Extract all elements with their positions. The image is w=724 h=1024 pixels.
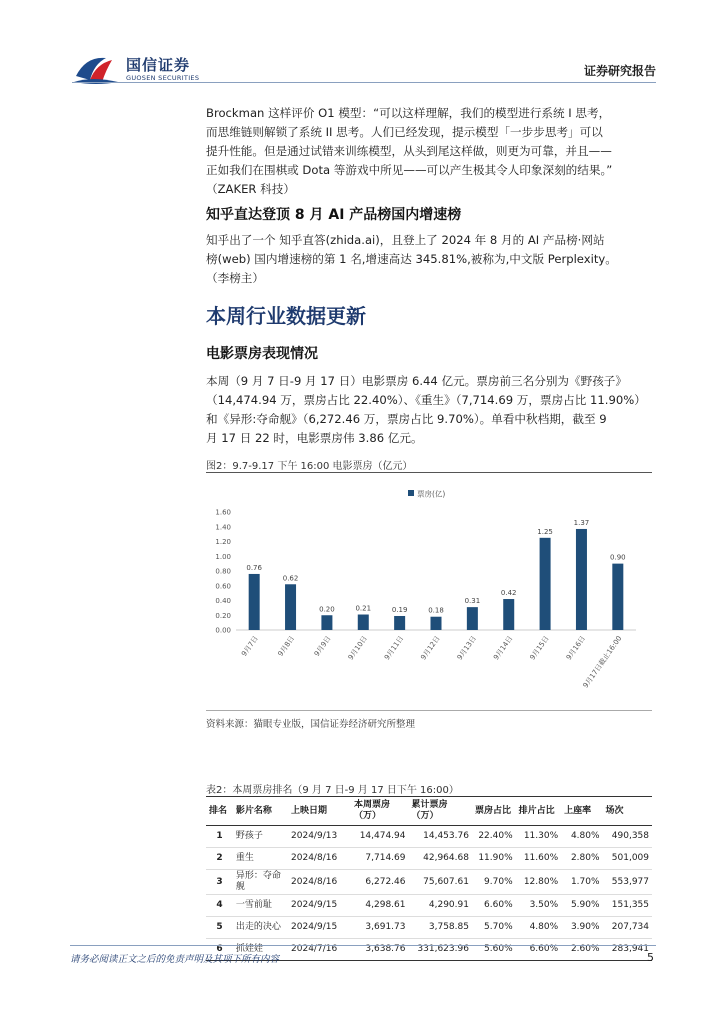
cell-film: 异形：夺命舰	[233, 870, 288, 895]
x-tick-label: 9月9日	[312, 634, 333, 658]
box-office-bar-chart	[206, 478, 652, 708]
x-tick-label: 9月7日	[240, 634, 260, 658]
bar	[358, 615, 369, 630]
zhihu-heading: 知乎直达登顶 8 月 AI 产品榜国内增速榜	[206, 207, 462, 223]
cell-film: 重生	[233, 848, 288, 870]
y-tick-label: 1.40	[215, 523, 231, 532]
cell-total-gross: 42,964.68	[409, 848, 472, 870]
bar	[394, 616, 405, 630]
legend-label: 票房(亿)	[417, 489, 446, 499]
x-tick-label: 9月12日	[419, 634, 442, 662]
y-tick-label: 0.40	[215, 597, 231, 605]
bar	[612, 564, 623, 630]
cell-rank: 5	[206, 917, 233, 939]
y-tick-label: 1.20	[215, 538, 231, 546]
x-tick-label: 9月13日	[455, 634, 479, 662]
brockman-quote-paragraph	[206, 104, 658, 199]
header-screening-share: 排片占比	[516, 797, 562, 826]
cell-screening-share: 11.60%	[516, 848, 562, 870]
cell-occupancy: 2.60%	[561, 939, 602, 961]
cell-week-gross: 7,714.69	[351, 848, 408, 870]
bar-value-label: 0.76	[246, 563, 262, 572]
cell-screening-share: 6.60%	[516, 939, 562, 961]
cell-rank: 2	[206, 848, 233, 870]
cell-share: 5.60%	[472, 939, 516, 961]
y-tick-label: 1.00	[215, 552, 231, 561]
cell-share: 11.90%	[472, 848, 516, 870]
y-tick-label: 0.80	[215, 567, 231, 576]
table-row	[206, 826, 652, 848]
bar-value-label: 0.42	[500, 589, 517, 598]
cell-occupancy: 2.80%	[561, 848, 602, 870]
bar-value-label: 1.25	[537, 527, 553, 536]
cell-film: 野孩子	[233, 826, 288, 848]
cell-sessions: 501,009	[603, 848, 652, 870]
table-row	[206, 917, 652, 939]
cell-total-gross: 4,290.91	[409, 895, 472, 917]
cell-total-gross: 3,758.85	[409, 917, 472, 939]
box-office-line: 和《异形:夺命舰》（6,272.46 万，票房占比 9.70%）。单看中秋档期，截至 9	[206, 412, 607, 426]
cell-screening-share: 3.50%	[516, 895, 562, 917]
legend-swatch	[408, 490, 414, 496]
section-title: 本周行业数据更新	[206, 304, 366, 328]
x-tick-label: 9月11日	[383, 634, 406, 662]
box-office-heading: 电影票房表现情况	[206, 346, 318, 362]
cell-film: 出走的决心	[233, 917, 288, 939]
bar	[285, 584, 296, 630]
y-tick-label: 0.60	[215, 582, 231, 591]
cell-total-gross: 75,607.61	[409, 870, 472, 895]
cell-release: 2024/9/15	[288, 917, 351, 939]
cell-screening-share: 11.30%	[516, 826, 562, 848]
cell-sessions: 490,358	[603, 826, 652, 848]
cell-total-gross: 331,623.96	[409, 939, 472, 961]
guosen-logo	[72, 52, 202, 86]
bar-value-label: 1.37	[573, 518, 590, 527]
cell-week-gross: 14,474.94	[351, 826, 408, 848]
bar-value-label: 0.62	[282, 574, 299, 583]
bar-value-label: 0.31	[464, 597, 481, 606]
cell-release: 2024/8/16	[288, 870, 351, 895]
cell-sessions: 553,977	[603, 870, 652, 895]
table-row	[206, 848, 652, 870]
figure-top-rule	[206, 472, 652, 473]
header-occupancy: 上座率	[561, 797, 602, 826]
header-sessions: 场次	[603, 797, 652, 826]
cell-sessions: 151,355	[603, 895, 652, 917]
x-tick-label: 9月16日	[564, 634, 588, 662]
quote-line: 提升性能。但是通过试错来训练模型，从头到尾这样做，则更为可靠，并且——	[206, 144, 612, 158]
header-release: 上映日期	[288, 797, 351, 826]
x-tick-label: 9月15日	[528, 634, 551, 662]
cell-week-gross: 6,272.46	[351, 870, 408, 895]
quote-line: （ZAKER 科技）	[206, 182, 295, 196]
x-tick-label: 9月8日	[276, 634, 297, 658]
header-film: 影片名称	[233, 797, 288, 826]
cell-week-gross: 3,638.76	[351, 939, 408, 961]
box-office-line: 本周（9 月 7 日-9 月 17 日）电影票房 6.44 亿元。票房前三名分别为《野孩子》	[206, 374, 627, 388]
header-rank: 排名	[206, 797, 233, 826]
table-caption: 表2：本周票房排名（9 月 7 日-9 月 17 日下午 16:00）	[206, 785, 459, 796]
cell-occupancy: 4.80%	[561, 826, 602, 848]
y-tick-label: 0.20	[215, 611, 231, 620]
figure-caption: 图2：9.7-9.17 下午 16:00 电影票房（亿元）	[206, 461, 413, 472]
cell-occupancy: 3.90%	[561, 917, 602, 939]
bar	[467, 607, 478, 630]
page-number: 5	[647, 951, 654, 964]
bar	[576, 529, 587, 630]
box-office-ranking-table	[206, 796, 652, 961]
guosen-logo-icon	[72, 52, 124, 86]
quote-line: 而思维链则解锁了系统 II 思考。人们已经发现，提示模型「一步步思考」可以	[206, 125, 603, 139]
cell-week-gross: 4,298.61	[351, 895, 408, 917]
x-tick-label: 9月14日	[492, 634, 515, 662]
cell-occupancy: 1.70%	[561, 870, 602, 895]
cell-rank: 3	[206, 870, 233, 895]
bar	[431, 617, 442, 630]
box-office-paragraph	[206, 372, 658, 448]
figure-source: 资料来源：猫眼专业版，国信证券经济研究所整理	[206, 719, 416, 730]
cell-screening-share: 12.80%	[516, 870, 562, 895]
bar	[249, 574, 260, 630]
cell-rank: 4	[206, 895, 233, 917]
y-tick-label: 1.60	[215, 508, 231, 517]
quote-line: 正如我们在围棋或 Dota 等游戏中所见——可以产生极其令人印象深刻的结果。”	[206, 163, 613, 177]
bar-value-label: 0.90	[610, 553, 626, 562]
zhihu-line: 榜(web) 国内增速榜的第 1 名,增速高达 345.81%,被称为,中文版 Perplexity。	[206, 252, 617, 266]
zhihu-line: （李榜主）	[206, 271, 264, 285]
header-share: 票房占比	[472, 797, 516, 826]
cell-rank: 6	[206, 939, 233, 961]
footer-disclaimer: 请务必阅读正文之后的免责声明及其项下所有内容	[70, 954, 280, 965]
x-tick-label: 9月17日截止16:00	[581, 634, 624, 690]
bar	[503, 599, 514, 630]
cell-release: 2024/8/16	[288, 848, 351, 870]
y-tick-label: 0.00	[215, 626, 231, 635]
table-row	[206, 895, 652, 917]
header-total-gross: 累计票房（万）	[409, 797, 472, 826]
cell-release: 2024/9/13	[288, 826, 351, 848]
cell-share: 9.70%	[472, 870, 516, 895]
footer-divider	[70, 945, 656, 946]
cell-rank: 1	[206, 826, 233, 848]
cell-film: 一雪前耻	[233, 895, 288, 917]
cell-occupancy: 5.90%	[561, 895, 602, 917]
logo-chinese-name: 国信证券	[126, 56, 191, 74]
bar	[540, 538, 551, 630]
bar-value-label: 0.20	[319, 605, 335, 614]
bar-value-label: 0.18	[428, 606, 444, 615]
cell-release: 2024/7/16	[288, 939, 351, 961]
box-office-line: （14,474.94 万，票房占比 22.40%）、《重生》（7,714.69 万，票房占比 11.90%）	[206, 393, 646, 407]
quote-line: Brockman 这样评价 O1 模型：“可以这样理解，我们的模型进行系统 I 思考，	[206, 106, 611, 120]
header-week-gross: 本周票房（万）	[351, 797, 408, 826]
cell-share: 22.40%	[472, 826, 516, 848]
bar-value-label: 0.19	[391, 605, 408, 614]
logo-english-name: GUOSEN SECURITIES	[126, 74, 200, 82]
cell-release: 2024/9/15	[288, 895, 351, 917]
table-row	[206, 870, 652, 895]
cell-film: 抓娃娃	[233, 939, 288, 961]
header-divider	[72, 82, 656, 83]
bar	[321, 615, 332, 630]
cell-sessions: 283,941	[603, 939, 652, 961]
table-header-row	[206, 797, 652, 826]
zhihu-paragraph	[206, 231, 658, 288]
box-office-line: 月 17 日 22 时，电影票房伟 3.86 亿元。	[206, 431, 423, 445]
cell-sessions: 207,734	[603, 917, 652, 939]
cell-week-gross: 3,691.73	[351, 917, 408, 939]
zhihu-line: 知乎出了一个 知乎直答(zhida.ai)，且登上了 2024 年 8 月的 AI 产品榜·网站	[206, 233, 605, 247]
figure-bottom-rule	[206, 710, 652, 711]
report-type: 证券研究报告	[583, 64, 656, 78]
cell-screening-share: 4.80%	[516, 917, 562, 939]
cell-total-gross: 14,453.76	[409, 826, 472, 848]
cell-share: 6.60%	[472, 895, 516, 917]
cell-share: 5.70%	[472, 917, 516, 939]
bar-value-label: 0.21	[355, 604, 372, 613]
x-tick-label: 9月10日	[346, 634, 369, 662]
